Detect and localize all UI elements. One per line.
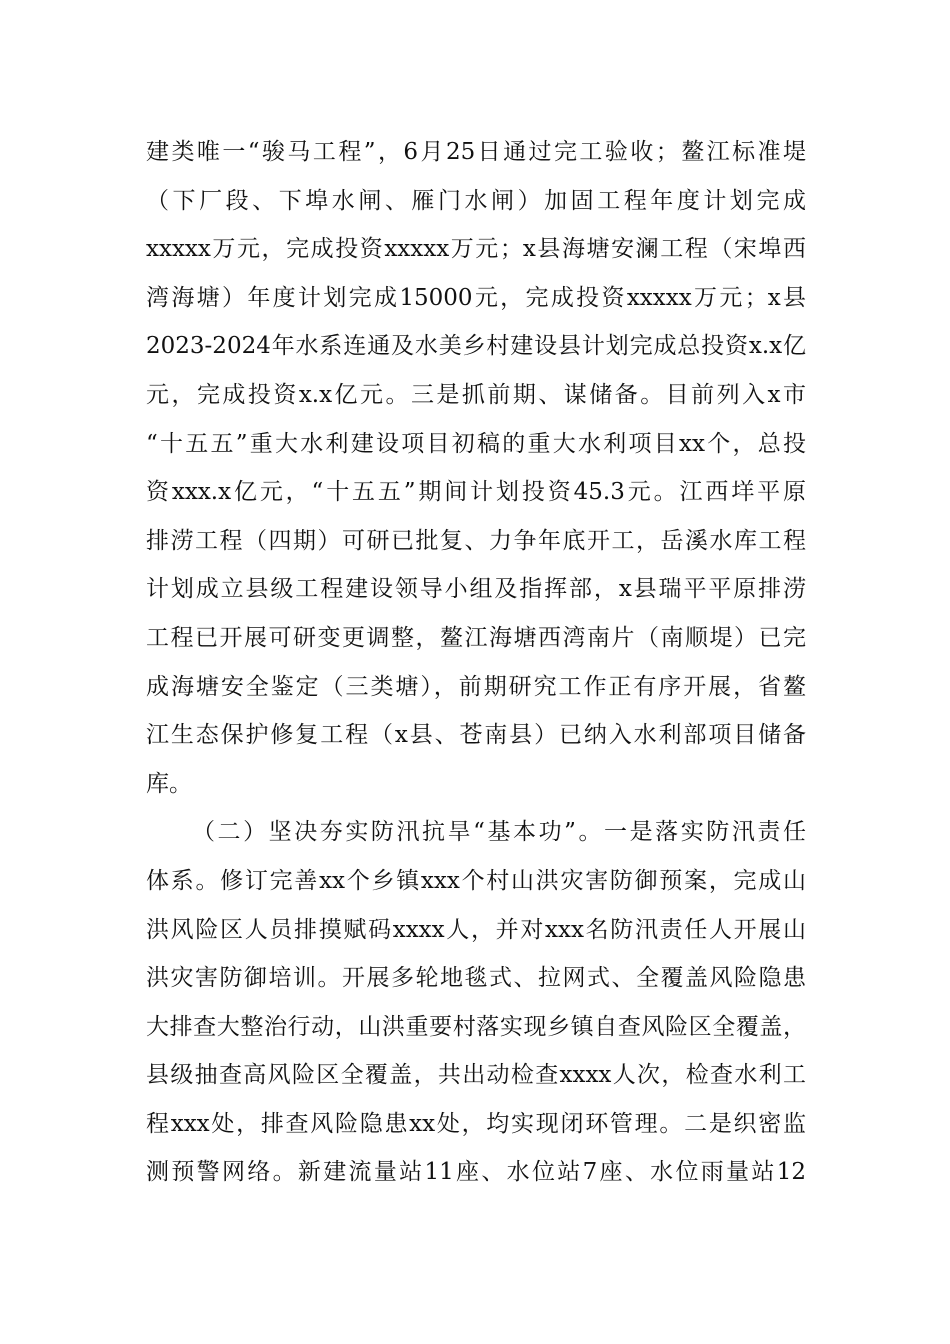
text-line: 资xxx.x亿元，“十五五”期间计划投资45.3元。江西垟平原 (146, 479, 806, 506)
text-line: xxxxx万元，完成投资xxxxx万元；x县海塘安澜工程（宋埠西 (146, 236, 806, 263)
text-line: 成海塘安全鉴定（三类塘），前期研究工作正有序开展，省鳌 (146, 673, 806, 700)
text-line: 计划成立县级工程建设领导小组及指挥部，x县瑞平平原排涝 (146, 576, 806, 603)
text-line: 工程已开展可研变更调整，鳌江海塘西湾南片（南顺堤）已完 (146, 624, 806, 651)
text-line: 2023-2024年水系连通及水美乡村建设县计划完成总投资x.x亿 (146, 333, 806, 360)
text-line: 大排查大整治行动，山洪重要村落实现乡镇自查风险区全覆盖， (146, 1013, 806, 1040)
section-heading-line: （二）坚决夯实防汛抗旱“基本功”。一是落实防汛责任 (192, 819, 806, 846)
text-line: 洪灾害防御培训。开展多轮地毯式、拉网式、全覆盖风险隐患 (146, 965, 806, 992)
text-line: 体系。修订完善xx个乡镇xxx个村山洪灾害防御预案，完成山 (146, 867, 806, 894)
text-line: “十五五”重大水利建设项目初稿的重大水利项目xx个，总投 (146, 430, 806, 457)
document-body (146, 128, 806, 1197)
text-line: 排涝工程（四期）可研已批复、力争年底开工，岳溪水库工程 (146, 527, 806, 554)
text-line: 县级抽查高风险区全覆盖，共出动检查xxxx人次，检查水利工 (146, 1062, 806, 1089)
text-line: 湾海塘）年度计划完成15000元，完成投资xxxxx万元；x县 (146, 284, 806, 311)
text-line: 库。 (146, 770, 192, 797)
text-line: 元，完成投资x.x亿元。三是抓前期、谋储备。目前列入x市 (146, 381, 806, 408)
text-line: 建类唯一“骏马工程”，6月25日通过完工验收；鳌江标准堤 (146, 139, 806, 165)
text-line: 程xxx处，排查风险隐患xx处，均实现闭环管理。二是织密监 (146, 1110, 806, 1137)
text-line: （下厂段、下埠水闸、雁门水闸）加固工程年度计划完成 (146, 187, 806, 214)
text-line: 江生态保护修复工程（x县、苍南县）已纳入水利部项目储备 (146, 722, 806, 749)
text-line: 测预警网络。新建流量站11座、水位站7座、水位雨量站12 (146, 1159, 806, 1186)
text-line: 洪风险区人员排摸赋码xxxx人，并对xxx名防汛责任人开展山 (146, 916, 806, 943)
